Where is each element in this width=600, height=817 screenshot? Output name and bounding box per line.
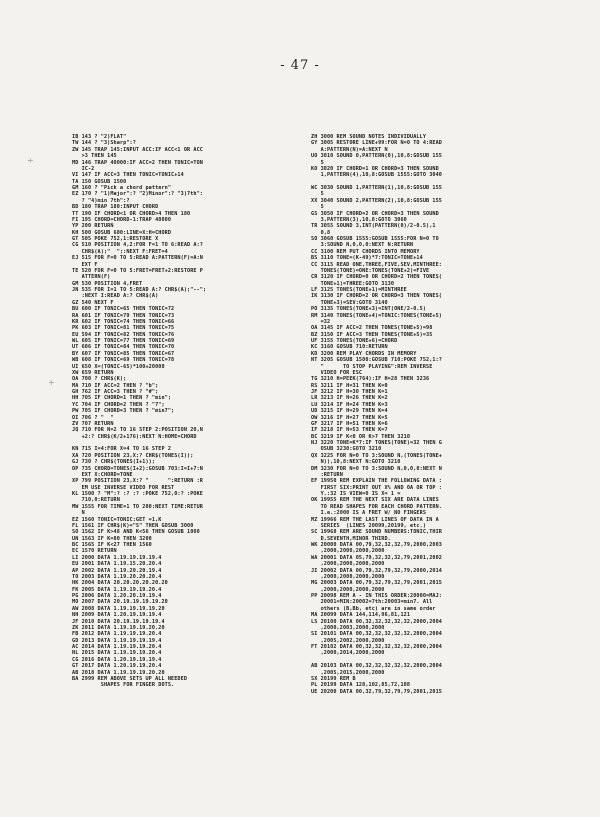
program-line: MD 146 TRAP 40000:IF ACC=2 THEN TONIC=TON xyxy=(72,159,203,166)
program-line: OA 700 ? CHR$(K); xyxy=(72,376,127,383)
program-line: ZW 145 TRAP 145:INPUT ACC:IF ACC<1 OR ACC xyxy=(72,146,203,153)
program-line: GS 3050 IF CHORD=2 OR CHORD=3 THEN SOUND xyxy=(311,210,439,217)
program-line: TT 190 IF CHORD<1 OR CHORD>4 THEN 180 xyxy=(72,210,191,217)
program-line: TONE+3)=SEV:GOTO 3140 xyxy=(311,299,388,306)
program-line: FB 2012 DATA 1.19.19.19.20.4 xyxy=(72,631,162,638)
program-line: 710,0:RETURN xyxy=(72,497,120,504)
program-line: HH 705 IF CHORD=1 THEN ? "min"; xyxy=(72,395,172,402)
program-line: GH 762 IF ACC=3 THEN ? "#"; xyxy=(72,389,159,395)
program-line: SHAPES FOR FINGER DOTS. xyxy=(72,682,175,689)
program-line: SI 20101 DATA 00,32,32,32,32,32,2000,2004 xyxy=(311,631,442,638)
program-line: UI 650 X=(TONIC-65)*100+20000 xyxy=(72,363,165,370)
program-line: KN 715 I=4:FOR X=4 TO 16 STEP 2 xyxy=(72,446,172,453)
program-line: RM 3140 TONES(TONE+4)=TONIC:TONES(TONE+5) xyxy=(311,312,442,319)
program-line: MG 20003 DATA 00,79,32,79,32,79,2001,2015 xyxy=(311,580,442,587)
program-line: VIDEO FOR ESC xyxy=(311,369,363,376)
program-line: BC 3219 IF K<0 OR K>7 THEN 3210 xyxy=(311,433,411,440)
program-line: SO 3060 GOSUB 1555:GOSUB 1555:FOR N=0 TO xyxy=(311,236,439,242)
program-line: AB 20103 DATA 00,32,32,32,32,32,2000,2004 xyxy=(311,663,442,670)
program-line: XW 659 RETURN xyxy=(72,369,114,376)
program-line: JQ 710 FOR N=2 TO 16 STEP 2:POSITION 20,N xyxy=(72,427,203,434)
program-line: JF 2010 DATA 20.19.19.19.19.4 xyxy=(72,618,165,625)
program-line: TR 3055 SOUND 3,INT(PATTERN(0)/2-0.5),1 xyxy=(311,223,436,230)
program-line: CC 3115 READ ONE,THREE,FIVE,SEV,MINTHREE: xyxy=(311,261,442,268)
program-line: CG 510 POSITION 4,2:FOR F=1 TO 6:READ A:? xyxy=(72,242,203,249)
program-line: LI 2000 DATA 1.19.19.19.19.4 xyxy=(72,554,162,561)
program-line: LS 20100 DATA 00,32,32,32,32,32,2000,2004 xyxy=(311,618,442,625)
program-line: 3,PATTERN(3),10,8:GOTO 3060 xyxy=(311,216,407,223)
program-line: Y.:32 IS VIEW=0 IS X= 1 = xyxy=(311,491,401,497)
program-line: BZ 3150 IF ACC=3 THEN TONES(TONE+5)=35 xyxy=(311,331,433,338)
program-line: UF 3155 TONES(TONE+6)=CHORD xyxy=(311,338,398,344)
program-line: 5 xyxy=(311,159,324,166)
program-line: EZ 170 ? "1)Major":? "2)Minor":? "3)7th": xyxy=(72,191,203,198)
program-line: MA 20099 DATA 144,114,96,81,121 xyxy=(311,612,411,619)
program-line: GF 3217 IF H=51 THEN K=6 xyxy=(311,420,388,427)
program-line: FK 2005 DATA 1.19.19.19.20.4 xyxy=(72,586,162,593)
program-line: OP 735 CHORD=TONES(I+2):GOSUB 703:I=I+7:N xyxy=(72,465,203,472)
program-line: LU 3214 IF H=24 THEN K=3 xyxy=(311,401,388,408)
program-line: BC 1565 IF K<27 THEN 1560 xyxy=(72,542,152,548)
program-line: YP 200 RETURN xyxy=(72,223,114,230)
program-line: UO 3010 SOUND 0,PATTERN(0),10,8:GOSUB 155 xyxy=(311,153,442,160)
program-line: EU 2001 DATA 1.19.15.20.20.4 xyxy=(72,561,162,568)
program-line: IF 3218 IF H=53 THEN K=7 xyxy=(311,427,388,434)
program-line: AP 2002 DATA 1.19.20.20.19.4 xyxy=(72,567,162,574)
program-line: KD 3200 REM PLAY CHORDS IN MEMORY xyxy=(311,350,417,357)
program-line: AB 2018 DATA 1.19.19.19.20.20 xyxy=(72,669,165,676)
program-line: GT 2017 DATA 1.20.19.19.20.4 xyxy=(72,663,162,670)
program-line: KR 602 IF TONIC=74 THEN TONIC=66 xyxy=(72,318,175,325)
program-line: 1,PATTERN(4),10,8:GOSUB 1555:GOTO 3040 xyxy=(311,172,442,179)
program-line: XP 799 POSITION 23,X:? " ":RETURN :R xyxy=(72,478,203,485)
program-line: JI 20002 DATA 00,79,32,79,32,79,2000,2014 xyxy=(311,567,442,574)
program-line: FI 195 CHORD=CHORD-1:TRAP 40000 xyxy=(72,216,172,223)
program-line: 5 xyxy=(311,191,324,198)
program-line: =32 xyxy=(311,318,331,325)
program-line: SC 19968 REM ARE SOUND NUMBERS:TONIC,THIR xyxy=(311,529,442,536)
program-line: OA 3145 IF ACC=2 THEN TONES(TONE+5)=98 xyxy=(311,325,433,332)
program-line: LF 3125 TONES(TONE+1)=MINTHREE xyxy=(311,287,407,293)
program-line: WB 608 IF TONIC=69 THEN TONIC=78 xyxy=(72,357,175,364)
program-line: WK 20000 DATA 00,79,32,32,32,79,2000,2003 xyxy=(311,542,442,548)
program-line: A:PATTERN(N)=A:NEXT N xyxy=(311,146,388,153)
program-line: ATTERN(F) xyxy=(72,274,111,281)
program-line: N xyxy=(72,510,85,517)
program-line: ZK 2011 DATA 1.19.19.19.20.20 xyxy=(72,624,165,631)
program-line: EM USE INVERSE VIDEO FOR REST xyxy=(72,484,175,491)
program-line: OI 706 ? " " xyxy=(72,414,114,421)
program-line: KH 500 GOSUB 600:LINE=X:H=CHORD xyxy=(72,229,172,236)
program-line: KC 3160 GOSUB 710:RETURN xyxy=(311,344,388,351)
program-line: MO 2007 DATA 20.19.19.19.19.20 xyxy=(72,599,168,606)
margin-mark-icon: ÷ xyxy=(27,156,34,165)
program-line: ZH 3000 REM SOUND NOTES INDIVIDUALLY xyxy=(311,134,427,140)
program-line: PL 20199 DATA 128,102,85,72,108 xyxy=(311,682,411,689)
program-line: GM 160 ? "Pick a chord pattern" xyxy=(72,185,172,191)
program-line: BS 3110 TONE=(K-49)*7:TONIC=TONE+14 xyxy=(311,255,423,262)
program-line: RS 3211 IF H=31 THEN K=0 xyxy=(311,382,388,389)
program-line: UE 20200 DATA 00,32,79,32,79,79,2001,2015 xyxy=(311,688,442,695)
program-line: SX 20199 REM B xyxy=(311,675,356,682)
program-line: MZ 19966 REM THE LAST LINES OF DATA IN A xyxy=(311,516,439,523)
program-line: EC 1570 RETURN xyxy=(72,548,117,555)
program-line: XA 720 POSITION 23,X:? CHR$(TONES(I)); xyxy=(72,452,194,459)
program-line: YC 704 IF CHORD=2 THEN ? "7"; xyxy=(72,401,165,408)
program-line: WC 3030 SOUND 1,PATTERN(1),10,8:GOSUB 155 xyxy=(311,185,442,191)
program-line: :NEXT I:READ A:? CHR$(A) xyxy=(72,293,159,300)
program-line: 0,8 xyxy=(311,229,331,236)
program-line: NT 3205 GOSUB 1500:GOSUB 710:POKE 752,1:? xyxy=(311,357,442,364)
program-line: TW 144 ? "3)Sharp":? xyxy=(72,140,136,147)
program-line: 3:SOUND N,0,0,0:NEXT N:RETURN xyxy=(311,242,414,249)
program-line: D,SEVENTH,MINOR THIRD. xyxy=(311,535,391,542)
program-line: JF 3212 IF H=30 THEN K=1 xyxy=(311,389,388,395)
program-line: IC-2 xyxy=(72,165,95,172)
program-line: BA 2999 REM ABOVE SETS UP ALL NEEDED xyxy=(72,675,188,682)
program-line: GT 505 POKE 752,1:RESTORE X xyxy=(72,236,159,242)
program-line: EXT X:CHORD=TONE xyxy=(72,471,133,478)
program-line: GZ 540 NEXT F xyxy=(72,299,114,306)
program-line: DM 3230 FOR N=0 TO 3:SOUND N,0,0,0:NEXT N xyxy=(311,465,442,472)
program-line: ,2000,2000,2000,2000 xyxy=(311,586,385,593)
program-line: UD 3215 IF H=29 THEN K=4 xyxy=(311,408,388,415)
program-line: ,2000,2000,2000,2000 xyxy=(311,548,385,555)
program-line: XX 3040 SOUND 2,PATTERN(2),10,8:GOSUB 155 xyxy=(311,197,442,204)
program-line: PO 3135 TONES(TONE+3)=INT(ONE/2-0.5) xyxy=(311,306,427,313)
program-line: CG 2016 DATA 1.20.19.19.19.4 xyxy=(72,656,162,663)
program-line: HK 2004 DATA 20.20.20.20.20.20 xyxy=(72,580,168,587)
program-line: NL 2015 DATA 1.19.19.19.20.4 xyxy=(72,650,162,657)
program-line: I.e.:2000 IS A FRET W/ NO FINGERS xyxy=(311,510,427,517)
program-line: EU 594 IF TONIC=82 THEN TONIC=76 xyxy=(72,331,175,338)
listing-right-column xyxy=(311,134,535,695)
program-line: EJ 515 FOR F=0 TO 5:READ A:PATTERN(F)=A:N xyxy=(72,255,203,262)
program-line: OSUB 3230:GOTO 3210 xyxy=(311,446,382,453)
program-line: NH 2009 DATA 1.20.19.19.19.4 xyxy=(72,612,162,619)
program-line: N)),10,8:NEXT N:GOTO 3210 xyxy=(311,459,401,466)
program-line: ,2000,2000,2000,2000 xyxy=(311,561,385,568)
program-line: GJ 730 ? CHR$(TONES(I+1)); xyxy=(72,459,156,466)
program-line: TONE+1)=THREE:GOTO 3130 xyxy=(311,280,395,287)
program-line: KO 3020 IF CHORD=1 OR CHORD=3 THEN SOUND xyxy=(311,165,439,172)
program-line: KL 1500 ? "M":? :? :? :POKE 752,0:? :POKE xyxy=(72,491,203,497)
program-line: :RETURN xyxy=(311,471,343,478)
program-line: TA 150 GOSUB 1500 xyxy=(72,178,127,185)
program-line: WL 605 IF TONIC=77 THEN TONIC=69 xyxy=(72,338,175,344)
listing-left-column xyxy=(72,134,286,689)
program-line: " TO STOP PLAYING":REM INVERSE xyxy=(311,363,433,370)
program-line: ,2000,2000,2000,2000 xyxy=(311,573,385,580)
program-line: PP 20098 REM A - IN THIS ORDER:20000=MAJ: xyxy=(311,593,442,599)
program-line: BU 600 IF TONIC=65 THEN TONIC=72 xyxy=(72,306,175,313)
program-line: GY 3005 RESTORE LINE+99:FOR N=0 TO 4:READ xyxy=(311,140,442,147)
program-line: AC 2014 DATA 1.19.19.19.20.4 xyxy=(72,644,162,650)
program-line: BY 607 IF TONIC=85 THEN TONIC=67 xyxy=(72,350,175,357)
program-line: IB 143 ? "2)FLAT" xyxy=(72,134,127,140)
program-line: ZV 707 RETURN xyxy=(72,420,114,427)
program-line: ,2000,2014,2000,2000 xyxy=(311,650,385,657)
program-line: CR 3120 IF CHORD=0 OR CHORD=2 THEN TONES( xyxy=(311,274,442,281)
program-line: NJ 3220 TONE=K*7:IF TONES(TONE)=32 THEN G xyxy=(311,440,442,446)
program-line: FIRST SIX:PRINT OUT X% AND 0A OR TOP : xyxy=(311,484,442,491)
program-line: LR 3213 IF H=26 THEN K=2 xyxy=(311,395,388,402)
program-line: others (B,Bb, etc) are in same order xyxy=(311,605,436,612)
program-line: ? "4)min 7th":? xyxy=(72,197,130,204)
program-line: UN 1563 IF K=80 THEN 3200 xyxy=(72,535,152,542)
program-line: TO 2003 DATA 1.19.20.20.20.4 xyxy=(72,573,162,580)
program-line: SO 1562 IF K>48 AND K<56 THEN GOSUB 1000 xyxy=(72,529,200,536)
program-line: TO READ SHAPES FOR EACH CHORD PATTERN. xyxy=(311,503,442,510)
program-line: TONES(TONE)=ONE:TONES(TONE+2)=FIVE xyxy=(311,267,430,274)
program-line: 5 xyxy=(311,204,324,211)
program-line: PK 603 IF TONIC=81 THEN TONIC=75 xyxy=(72,325,175,332)
program-line: MA 710 IF ACC=2 THEN ? "b"; xyxy=(72,382,159,389)
program-line: GD 2013 DATA 1.19.19.19.19.4 xyxy=(72,637,162,644)
program-line: RA 601 IF TONIC=79 THEN TONIC=73 xyxy=(72,312,175,319)
page-number: - 47 - xyxy=(280,58,320,73)
program-line: CC 3100 REM PUT CHORDS INTO MEMORY xyxy=(311,248,420,255)
program-line: 20001=MIN:20002=7th:20003=min7. All xyxy=(311,599,433,606)
program-line: +2:? CHR$(K/2+176):NEXT N:HOME=CHORD xyxy=(72,433,197,440)
program-line: TE 520 FOR F=0 TO 5:FRET=FRET+2:RESTORE P xyxy=(72,267,203,274)
program-line: EZ 1560 TONIC=TONIC:GET =1,K xyxy=(72,516,162,523)
program-line: OK 19955 REM THE NEXT SIX ARE DATA LINES xyxy=(311,497,439,504)
program-line: TG 3210 H=PEEK(764):IF H=28 THEN 3236 xyxy=(311,376,430,383)
program-line: IK 3130 IF CHORD=2 OR CHORD=3 THEN TONES( xyxy=(311,293,442,300)
program-line: UT 606 IF TONIC=84 THEN TONIC=70 xyxy=(72,344,175,351)
program-line: MW 1555 FOR TIME=1 TO 200:NEXT TIME:RETUR xyxy=(72,503,203,510)
program-line: EF 19950 REM EXPLAIN THE FOLLOWING DATA : xyxy=(311,478,442,485)
program-line: VI 147 IF ACC=3 THEN TONIC=TONIC+14 xyxy=(72,172,184,179)
program-line: AW 2008 DATA 1.19.19.19.19.20 xyxy=(72,605,165,612)
program-line: SERIES (LINES 20099,20199, etc.) xyxy=(311,522,427,529)
program-line: GM 530 POSITION 4,FRET xyxy=(72,280,143,287)
program-line: JN 535 FOR I=1 TO 5:READ A:? CHR$(A);"--"; xyxy=(72,287,207,293)
margin-mark-icon: ÷ xyxy=(48,378,55,387)
program-line: WA 20001 DATA 05,79,32,32,32,79,2001,2002 xyxy=(311,554,442,561)
program-line: ,2005,2002,2000,2000 xyxy=(311,637,385,644)
program-line: CHR$(A);" ";:NEXT F:FRET=4 xyxy=(72,248,168,255)
program-line: ,2005,2015,2000,2000 xyxy=(311,669,385,676)
program-line: EXT F xyxy=(72,261,98,268)
program-line: FL 1561 IF CHR$(K)="S" THEN GOSUB 3000 xyxy=(72,522,194,529)
program-line: QX 3225 FOR N=0 TO 3:SOUND N,(TONES(TONE+ xyxy=(311,452,442,459)
program-line: PW 705 IF CHORD=3 THEN ? "min7"; xyxy=(72,408,175,415)
program-line: BD 180 TRAP 180:INPUT CHORD xyxy=(72,204,159,211)
program-line: PG 2006 DATA 1.20.20.19.19.4 xyxy=(72,593,162,599)
program-line: >3 THEN 145 xyxy=(72,153,117,160)
program-line: FT 20102 DATA 00,32,32,32,32,32,2000,2004 xyxy=(311,644,442,650)
program-line: OW 3216 IF H=27 THEN K=5 xyxy=(311,414,388,421)
program-line: ,2000,2003,2000,2000 xyxy=(311,624,385,631)
